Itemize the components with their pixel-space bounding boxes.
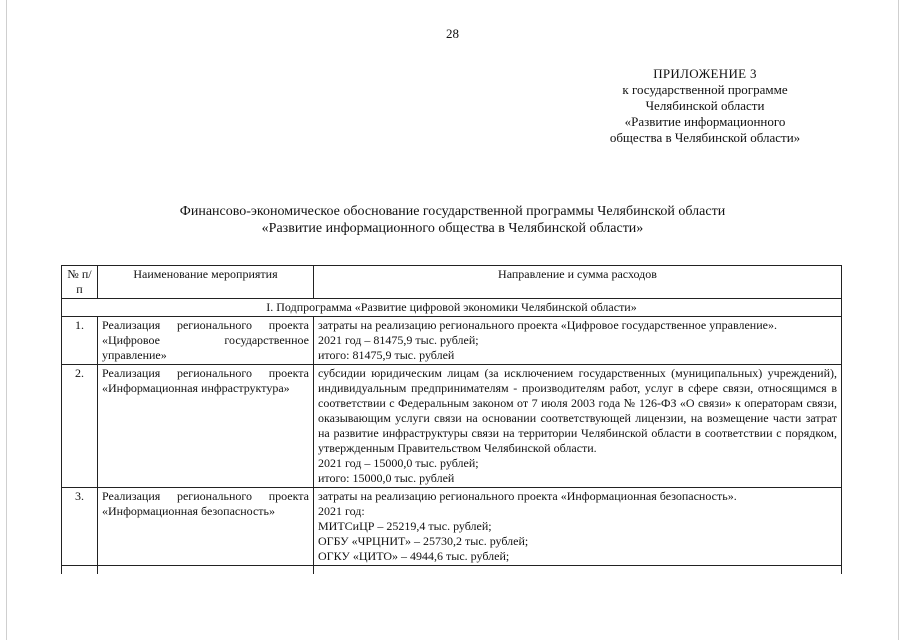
appendix-block xyxy=(580,66,830,146)
row-name: Реализация регионального проекта «Информационная инфраструктура» xyxy=(98,365,314,488)
table-continuation-row xyxy=(62,566,842,575)
appendix-title: ПРИЛОЖЕНИЕ 3 xyxy=(653,66,757,81)
financial-table xyxy=(61,265,842,574)
page-number: 28 xyxy=(446,26,459,41)
document-title-line-1: Финансово-экономическое обоснование государственной программы Челябинской области xyxy=(179,204,726,219)
row-number: 2. xyxy=(62,365,98,488)
table-header-row xyxy=(62,266,842,299)
row-description-cell xyxy=(314,365,842,488)
header-name: Наименование мероприятия xyxy=(98,266,314,299)
row-amount-line: ОГКУ «ЦИТО» – 4944,6 тыс. рублей; xyxy=(318,549,510,563)
appendix-line: общества в Челябинской области» xyxy=(609,130,801,145)
table-row xyxy=(62,488,842,566)
table-row xyxy=(62,365,842,488)
row-description: затраты на реализацию регионального проекта «Информационная безопасность». xyxy=(318,489,737,503)
row-amount-line: 2021 год – 81475,9 тыс. рублей; xyxy=(318,333,479,347)
row-name: Реализация регионального проекта «Информационная безопасность» xyxy=(98,488,314,566)
row-amount-line: итого: 15000,0 тыс. рублей xyxy=(318,471,455,485)
document-title xyxy=(0,203,905,237)
row-amount-line: 2021 год: xyxy=(318,504,365,518)
subprogram-row xyxy=(62,299,842,317)
appendix-line: к государственной программе xyxy=(622,82,788,97)
row-description-cell xyxy=(314,317,842,365)
row-amount-line: МИТСиЦР – 25219,4 тыс. рублей; xyxy=(318,519,492,533)
appendix-line: «Развитие информационного xyxy=(624,114,786,129)
row-description-cell xyxy=(314,488,842,566)
page-edge-right xyxy=(898,0,899,640)
subprogram-title: I. Подпрограмма «Развитие цифровой экономики Челябинской области» xyxy=(62,299,842,317)
table-row xyxy=(62,317,842,365)
document-title-line-2: «Развитие информационного общества в Челябинской области» xyxy=(261,221,644,236)
row-amount-line: ОГБУ «ЧРЦНИТ» – 25730,2 тыс. рублей; xyxy=(318,534,529,548)
page-edge-left xyxy=(6,0,7,640)
row-description: затраты на реализацию регионального проекта «Цифровое государственное управление». xyxy=(318,318,777,332)
header-num: № п/п xyxy=(62,266,98,299)
row-amount-line: 2021 год – 15000,0 тыс. рублей; xyxy=(318,456,479,470)
row-number: 3. xyxy=(62,488,98,566)
row-description: субсидии юридическим лицам (за исключением государственных (муниципальных) учреждений), индивидуальным предпринимателям - производителям работ, услуг в сфере связи, относящимся в соответствии с Федеральным законом от 7 июля 2003 года № 126-ФЗ «О связи» к операторам связи, оказывающим услуги связи на основании соответствующей лицензии, на возмещение части затрат на развитие инфраструктуры связи на территории Челябинской области в соответствии с порядком, утвержденным Правительством Челябинской области. xyxy=(318,366,837,455)
row-name: Реализация регионального проекта «Цифровое государственное управление» xyxy=(98,317,314,365)
row-amount-line: итого: 81475,9 тыс. рублей xyxy=(318,348,455,362)
row-number: 1. xyxy=(62,317,98,365)
appendix-line: Челябинской области xyxy=(645,98,765,113)
header-direction: Направление и сумма расходов xyxy=(314,266,842,299)
